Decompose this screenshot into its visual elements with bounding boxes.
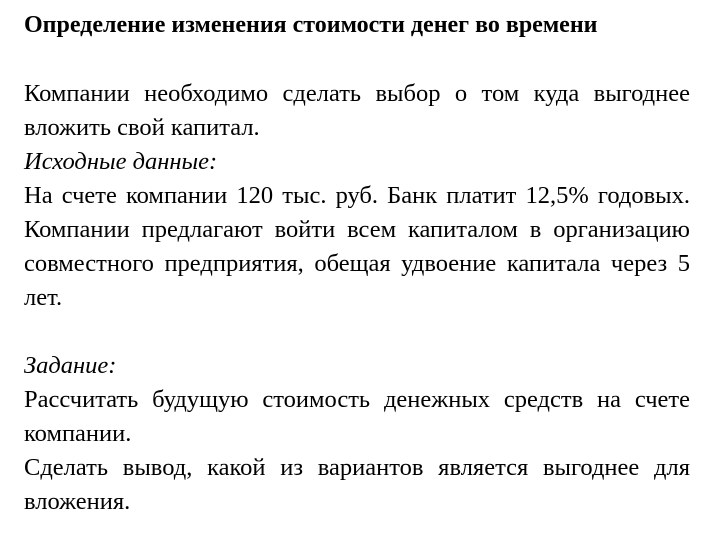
section-spacer [24, 315, 690, 349]
source-data-paragraph: На счете компании 120 тыс. руб. Банк платит 12,5% годовых. Компании предлагают войти всем капиталом в организацию совместного предприятия, обещая удвоение капитала через 5 лет. [24, 182, 690, 311]
task-heading: Задание: [24, 352, 117, 379]
slide-body [24, 77, 690, 519]
slide-title: Определение изменения стоимости денег во времени [24, 12, 598, 38]
intro-paragraph: Компании необходимо сделать выбор о том куда выгоднее вложить свой капитал. [24, 80, 690, 141]
source-data-heading: Исходные данные: [24, 148, 218, 175]
task-item-calculate: Рассчитать будущую стоимость денежных средств на счете компании. [24, 386, 690, 447]
task-item-conclusion: Сделать вывод, какой из вариантов является выгоднее для вложения. [24, 454, 690, 515]
